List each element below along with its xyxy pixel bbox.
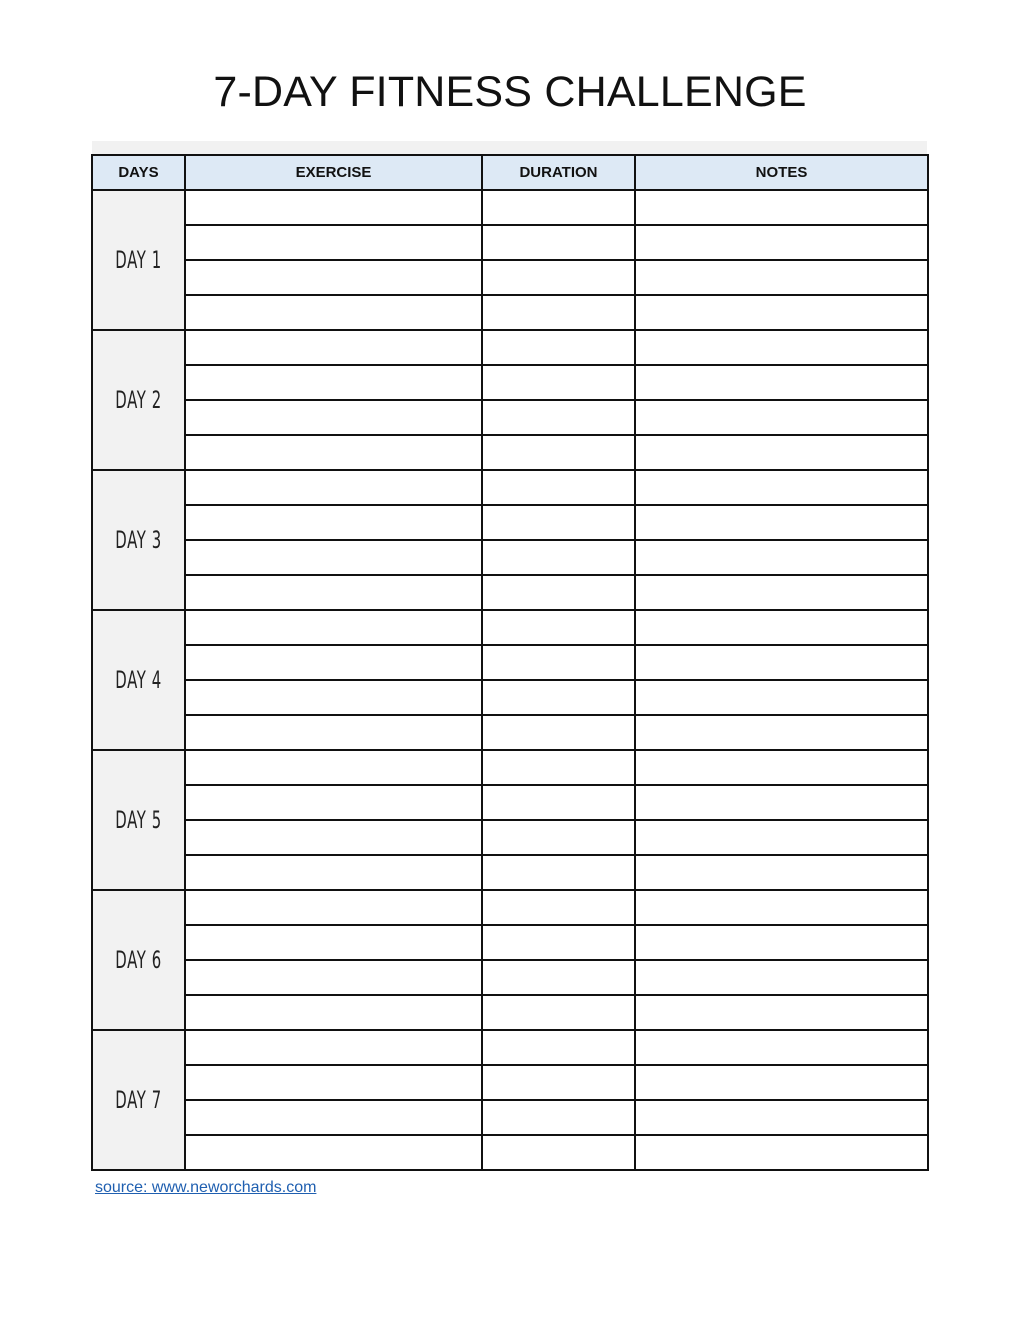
notes-cell[interactable] xyxy=(635,575,928,610)
table-row xyxy=(92,715,928,750)
day-cell xyxy=(92,610,185,750)
exercise-cell[interactable] xyxy=(185,680,482,715)
table-row xyxy=(92,540,928,575)
duration-cell[interactable] xyxy=(482,470,635,505)
table-row xyxy=(92,1030,928,1065)
notes-cell[interactable] xyxy=(635,610,928,645)
exercise-cell[interactable] xyxy=(185,645,482,680)
notes-cell[interactable] xyxy=(635,960,928,995)
notes-cell[interactable] xyxy=(635,855,928,890)
duration-cell[interactable] xyxy=(482,855,635,890)
table-row xyxy=(92,470,928,505)
table-row xyxy=(92,785,928,820)
source-link[interactable]: source: www.neworchards.com xyxy=(95,1179,317,1196)
exercise-cell[interactable] xyxy=(185,1030,482,1065)
table-row xyxy=(92,925,928,960)
notes-cell[interactable] xyxy=(635,540,928,575)
exercise-cell[interactable] xyxy=(185,785,482,820)
notes-cell[interactable] xyxy=(635,715,928,750)
table-row xyxy=(92,505,928,540)
exercise-cell[interactable] xyxy=(185,505,482,540)
notes-cell[interactable] xyxy=(635,365,928,400)
duration-cell[interactable] xyxy=(482,960,635,995)
duration-cell[interactable] xyxy=(482,540,635,575)
notes-cell[interactable] xyxy=(635,400,928,435)
duration-cell[interactable] xyxy=(482,225,635,260)
exercise-cell[interactable] xyxy=(185,225,482,260)
exercise-cell[interactable] xyxy=(185,1135,482,1170)
duration-cell[interactable] xyxy=(482,680,635,715)
day-label: DAY 4 xyxy=(115,666,162,694)
exercise-cell[interactable] xyxy=(185,855,482,890)
table-row xyxy=(92,190,928,225)
exercise-cell[interactable] xyxy=(185,295,482,330)
notes-cell[interactable] xyxy=(635,470,928,505)
table-header-row xyxy=(92,155,928,190)
notes-cell[interactable] xyxy=(635,890,928,925)
exercise-cell[interactable] xyxy=(185,890,482,925)
page-title: 7-DAY FITNESS CHALLENGE xyxy=(213,68,807,116)
duration-cell[interactable] xyxy=(482,925,635,960)
notes-cell[interactable] xyxy=(635,295,928,330)
table-row xyxy=(92,295,928,330)
exercise-cell[interactable] xyxy=(185,925,482,960)
duration-cell[interactable] xyxy=(482,575,635,610)
notes-cell[interactable] xyxy=(635,680,928,715)
day-label: DAY 1 xyxy=(115,246,162,274)
column-header-days: DAYS xyxy=(92,155,185,190)
table-row xyxy=(92,225,928,260)
exercise-cell[interactable] xyxy=(185,260,482,295)
notes-cell[interactable] xyxy=(635,1135,928,1170)
table-row xyxy=(92,855,928,890)
day-cell xyxy=(92,1030,185,1170)
table-row xyxy=(92,680,928,715)
day-label: DAY 3 xyxy=(115,526,162,554)
notes-cell[interactable] xyxy=(635,925,928,960)
table-row xyxy=(92,1065,928,1100)
duration-cell[interactable] xyxy=(482,400,635,435)
duration-cell[interactable] xyxy=(482,260,635,295)
notes-cell[interactable] xyxy=(635,750,928,785)
notes-cell[interactable] xyxy=(635,995,928,1030)
table-row xyxy=(92,260,928,295)
day-label: DAY 2 xyxy=(115,386,162,414)
table-row xyxy=(92,820,928,855)
exercise-cell[interactable] xyxy=(185,400,482,435)
day-cell xyxy=(92,330,185,470)
duration-cell[interactable] xyxy=(482,1030,635,1065)
duration-cell[interactable] xyxy=(482,715,635,750)
exercise-cell[interactable] xyxy=(185,1100,482,1135)
duration-cell[interactable] xyxy=(482,330,635,365)
day-label: DAY 5 xyxy=(115,806,162,834)
exercise-cell[interactable] xyxy=(185,960,482,995)
day-cell xyxy=(92,190,185,330)
duration-cell[interactable] xyxy=(482,1065,635,1100)
duration-cell[interactable] xyxy=(482,645,635,680)
duration-cell[interactable] xyxy=(482,820,635,855)
notes-cell[interactable] xyxy=(635,785,928,820)
notes-cell[interactable] xyxy=(635,260,928,295)
notes-cell[interactable] xyxy=(635,1100,928,1135)
table-row xyxy=(92,435,928,470)
notes-cell[interactable] xyxy=(635,645,928,680)
exercise-cell[interactable] xyxy=(185,470,482,505)
exercise-cell[interactable] xyxy=(185,365,482,400)
day-cell xyxy=(92,890,185,1030)
column-header-duration: DURATION xyxy=(482,155,635,190)
day-label: DAY 7 xyxy=(115,1086,162,1114)
duration-cell[interactable] xyxy=(482,435,635,470)
table-row xyxy=(92,750,928,785)
notes-cell[interactable] xyxy=(635,330,928,365)
notes-cell[interactable] xyxy=(635,1030,928,1065)
duration-cell[interactable] xyxy=(482,505,635,540)
table-row xyxy=(92,365,928,400)
exercise-cell[interactable] xyxy=(185,715,482,750)
table-row xyxy=(92,960,928,995)
fitness-log-table xyxy=(91,154,929,1171)
table-row xyxy=(92,330,928,365)
exercise-cell[interactable] xyxy=(185,575,482,610)
duration-cell[interactable] xyxy=(482,295,635,330)
exercise-cell[interactable] xyxy=(185,540,482,575)
table-row xyxy=(92,610,928,645)
exercise-cell[interactable] xyxy=(185,750,482,785)
duration-cell[interactable] xyxy=(482,610,635,645)
table-row xyxy=(92,575,928,610)
table-row xyxy=(92,1135,928,1170)
notes-cell[interactable] xyxy=(635,435,928,470)
duration-cell[interactable] xyxy=(482,1100,635,1135)
notes-cell[interactable] xyxy=(635,820,928,855)
notes-cell[interactable] xyxy=(635,1065,928,1100)
table-row xyxy=(92,400,928,435)
exercise-cell[interactable] xyxy=(185,995,482,1030)
notes-cell[interactable] xyxy=(635,190,928,225)
exercise-cell[interactable] xyxy=(185,1065,482,1100)
table-row xyxy=(92,1100,928,1135)
exercise-cell[interactable] xyxy=(185,820,482,855)
table-row xyxy=(92,890,928,925)
duration-cell[interactable] xyxy=(482,785,635,820)
notes-cell[interactable] xyxy=(635,505,928,540)
day-label: DAY 6 xyxy=(115,946,162,974)
exercise-cell[interactable] xyxy=(185,190,482,225)
exercise-cell[interactable] xyxy=(185,330,482,365)
duration-cell[interactable] xyxy=(482,750,635,785)
duration-cell[interactable] xyxy=(482,365,635,400)
column-header-exercise: EXERCISE xyxy=(185,155,482,190)
header-band xyxy=(92,141,927,155)
duration-cell[interactable] xyxy=(482,190,635,225)
exercise-cell[interactable] xyxy=(185,435,482,470)
exercise-cell[interactable] xyxy=(185,610,482,645)
duration-cell[interactable] xyxy=(482,1135,635,1170)
duration-cell[interactable] xyxy=(482,890,635,925)
table-row xyxy=(92,645,928,680)
day-cell xyxy=(92,470,185,610)
duration-cell[interactable] xyxy=(482,995,635,1030)
day-cell xyxy=(92,750,185,890)
table-row xyxy=(92,995,928,1030)
table-body xyxy=(92,190,928,1170)
column-header-notes: NOTES xyxy=(635,155,928,190)
notes-cell[interactable] xyxy=(635,225,928,260)
